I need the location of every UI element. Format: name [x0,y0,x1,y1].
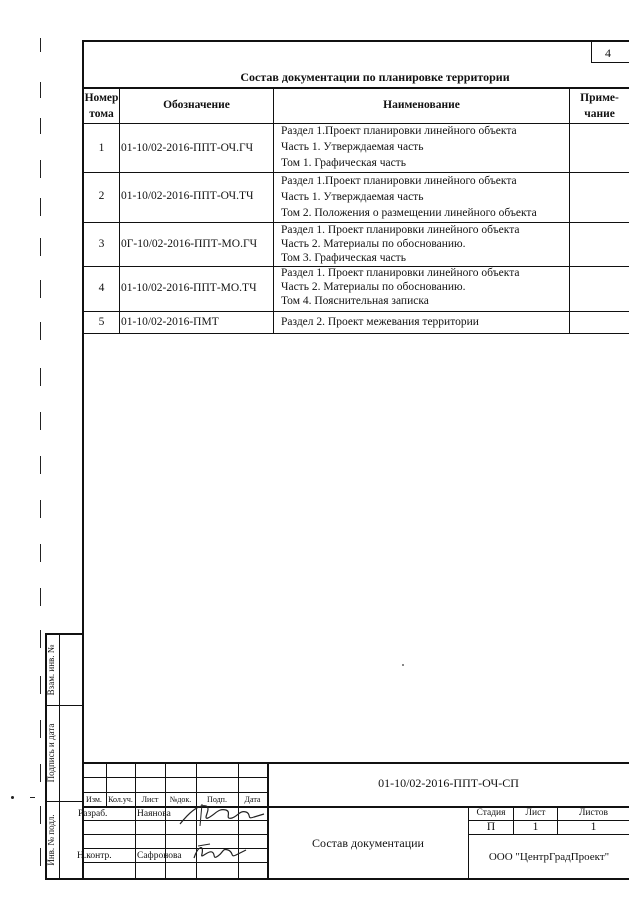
binding-mark [40,764,41,782]
col-header-izm: Изм. [86,795,102,804]
binding-mark [40,848,41,866]
binding-mark [40,82,41,98]
binding-mark [40,322,41,340]
page-number-box-left [591,40,592,62]
title-block-row-1 [82,777,267,778]
title-block-row-4 [82,834,267,835]
row-2-code: 01-10/02-2016-ППТ-ОЧ.ТЧ [121,190,254,202]
binding-dash [30,797,35,798]
stage-label: Стадия [476,808,506,818]
scan-speck [402,664,404,666]
stage-value: П [486,821,496,833]
binding-mark [40,720,41,738]
row-3-code: 0Г-10/02-2016-ППТ-МО.ГЧ [121,238,258,250]
binding-mark [40,456,41,474]
row-2-name-line3: Том 2. Положения о размещении линейного объекта [281,207,537,219]
signature-norm-control [190,840,250,864]
page-number-box-bottom [591,62,629,63]
row-4-code: 01-10/02-2016-ППТ-МО.ТЧ [121,282,257,294]
binding-mark [40,160,41,178]
side-stamp-replaced-inv: Взам. инв. № [46,644,56,696]
sheet-value: 1 [532,821,539,833]
row-4-name-line1: Раздел 1. Проект планировки линейного объекта [281,267,520,279]
binding-mark [40,676,41,694]
row-1-name-line3: Том 1. Графическая часть [281,157,406,169]
role-norm-control: Н.контр. [77,851,112,861]
row-3-name-line1: Раздел 1. Проект планировки линейного объекта [281,224,520,236]
sheet-label: Лист [525,808,546,818]
binding-mark [40,38,41,52]
row-2-name-line1: Раздел 1.Проект планировки линейного объекта [281,175,517,187]
binding-mark [40,544,41,562]
header-note-line1: Приме- [580,92,619,104]
row-1-code: 01-10/02-2016-ППТ-ОЧ.ГЧ [121,142,254,154]
binding-mark [40,238,41,256]
col-header-list: Лист [141,795,159,804]
row-4-number: 4 [98,282,105,294]
binding-mark [40,630,41,648]
binding-mark [40,500,41,518]
row-4-bottom-line [82,311,629,312]
signature-developer [176,800,268,828]
page-number: 4 [605,46,611,60]
col-header-data: Дата [244,795,261,804]
header-name: Наименование [383,99,460,111]
col-header-podp: Подп. [207,795,227,804]
row-3-name-line2: Часть 2. Материалы по обоснованию. [281,238,466,250]
row-4-name-line3: Том 4. Пояснительная записка [281,295,429,307]
binding-mark [40,412,41,430]
person-norm-control: Сафронова [137,851,182,861]
title-col-2 [135,762,136,878]
doc-code: 01-10/02-2016-ППТ-ОЧ-СП [378,776,519,790]
frame-left-border [82,40,84,878]
binding-dot [11,796,14,799]
header-bottom-line [82,123,629,124]
side-stamp-sign-date: Подпись и дата [46,723,56,783]
side-stamp-inv-orig: Инв. № подл. [46,814,56,866]
header-number-line2: тома [89,108,114,120]
organization-name: ООО "ЦентрГрадПроект" [488,851,610,863]
row-1-number: 1 [98,142,105,154]
row-5-code: 01-10/02-2016-ПМТ [121,316,219,328]
row-1-name-line1: Раздел 1.Проект планировки линейного объекта [281,125,517,137]
row-2-name-line2: Часть 1. Утверждаемая часть [281,191,424,203]
binding-mark [40,368,41,386]
frame-top-border [82,40,629,42]
binding-mark [40,118,41,134]
header-designation: Обозначение [163,99,230,111]
row-1-bottom-line [82,172,629,173]
row-3-name-line3: Том 3. Графическая часть [281,252,406,264]
row-3-number: 3 [98,238,105,250]
row-5-name-line1: Раздел 2. Проект межевания территории [281,316,479,328]
binding-mark [40,198,41,216]
header-note-line2: чание [584,108,615,120]
column-divider-1 [119,87,120,333]
sheets-label: Листов [578,808,608,818]
title-block-row-2 [82,792,267,793]
binding-mark [40,806,41,824]
sheets-value: 1 [590,821,597,833]
col-header-ndok: №док. [169,795,192,804]
table-top-line [82,87,629,89]
row-2-bottom-line [82,222,629,223]
row-1-name-line2: Часть 1. Утверждаемая часть [281,141,424,153]
col-header-kol-uch: Кол.уч. [108,795,133,804]
title-stage-row-2 [468,834,629,835]
row-2-number: 2 [98,190,105,202]
side-stamp-inner-divider [59,633,60,878]
column-divider-3 [569,87,570,333]
header-number-line1: Номер [84,92,119,104]
column-divider-2 [273,87,274,333]
person-developer: Наянова [137,809,171,819]
binding-mark [40,280,41,298]
doc-name: Состав документации [312,836,424,850]
row-5-number: 5 [98,316,105,328]
row-4-name-line2: Часть 2. Материалы по обоснованию. [281,281,466,293]
role-developer: Разраб. [78,809,108,819]
binding-mark [40,588,41,606]
frame-bottom-border [45,878,629,880]
row-5-bottom-line [82,333,629,334]
table-title: Состав документации по планировке территории [240,70,510,84]
